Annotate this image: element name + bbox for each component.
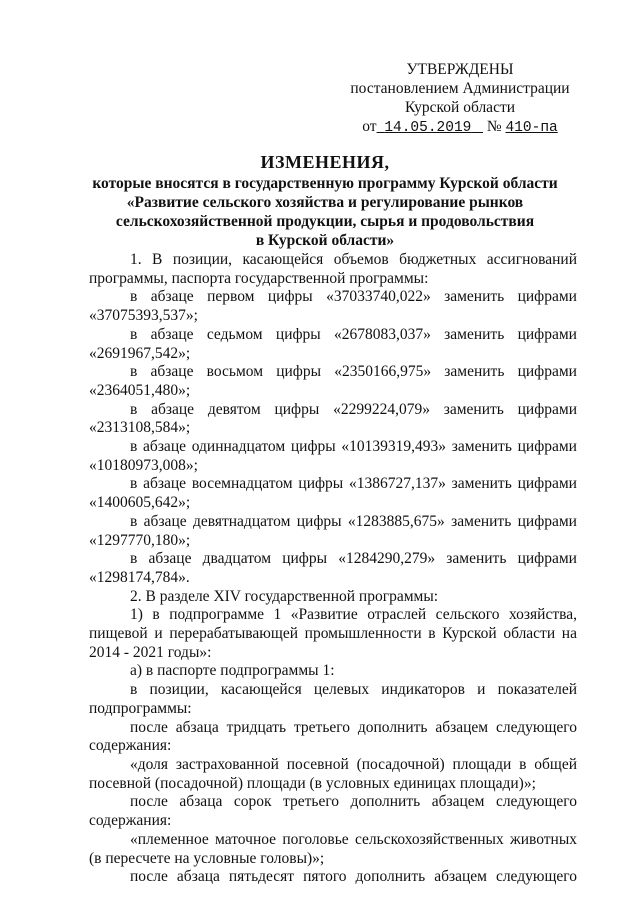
row-7-value: «1297770,180»; bbox=[89, 531, 191, 549]
row-word: заменить bbox=[444, 288, 505, 306]
number-label: № bbox=[486, 118, 502, 135]
row-word: заменить bbox=[443, 400, 504, 418]
row-word: заменить bbox=[451, 512, 512, 530]
approval-block bbox=[340, 60, 580, 138]
row-word: заменить bbox=[451, 475, 512, 493]
row-word: «37033740,022» bbox=[326, 288, 431, 306]
row-word: цифры bbox=[282, 550, 328, 568]
row-6 bbox=[89, 475, 577, 494]
row-word: абзаце bbox=[151, 400, 195, 418]
from-label: от bbox=[362, 118, 377, 135]
row-2-value: «2691967,542»; bbox=[89, 344, 191, 362]
document-body bbox=[89, 251, 577, 887]
heading-title: ИЗМЕНЕНИЯ, bbox=[260, 152, 390, 172]
row-word: абзаце bbox=[150, 288, 194, 306]
row-2 bbox=[89, 326, 577, 345]
approval-line-1: постановлением Администрации bbox=[350, 80, 570, 97]
row-8-value: «1298174,784». bbox=[89, 568, 190, 586]
row-word: заменить bbox=[451, 438, 512, 456]
row-word: «2299224,079» bbox=[333, 400, 430, 418]
paragraph-10: после абзаца пятьдесят пятого дополнить абзацем следующего bbox=[130, 868, 577, 886]
row-word: в bbox=[130, 325, 138, 343]
row-7 bbox=[89, 513, 577, 532]
row-word: цифры bbox=[267, 288, 313, 306]
row-word: девятнадцатом bbox=[192, 512, 291, 530]
row-word: абзаце bbox=[150, 325, 194, 343]
row-3-value: «2364051,480»; bbox=[89, 381, 191, 399]
row-word: «1284290,279» bbox=[338, 550, 436, 568]
row-word: цифрами bbox=[517, 512, 577, 530]
document-heading bbox=[60, 150, 590, 250]
row-word: «2678083,037» bbox=[334, 325, 431, 343]
row-5-value: «10180973,008»; bbox=[89, 456, 198, 474]
row-word: цифрами bbox=[517, 288, 577, 306]
row-word: в bbox=[130, 550, 138, 568]
row-word: цифры bbox=[274, 400, 320, 418]
approval-number: 410-па bbox=[505, 120, 558, 136]
row-word: цифрами bbox=[517, 550, 577, 568]
row-word: «1386727,137» bbox=[349, 475, 446, 493]
row-word: «10139319,493» bbox=[341, 438, 447, 456]
approval-date: 14.05.2019 bbox=[384, 120, 472, 136]
paragraph-5: в позиции, касающейся целевых индикаторов и показателей подпрограммы: bbox=[89, 681, 577, 717]
paragraph-3: 1) в подпрограмме 1 «Развитие отраслей сельского хозяйства, пищевой и перерабатывающей промышленности в Курской области на 2014 - 2021 годы»: bbox=[89, 606, 577, 661]
row-word: цифры bbox=[298, 475, 344, 493]
row-word: девятом bbox=[207, 400, 261, 418]
heading-line-3: сельскохозяйственной продукции, сырья и продовольствия bbox=[115, 213, 535, 230]
paragraph-9: «племенное маточное поголовье сельскохозяйственных животных (в пересчете на условные головы)»; bbox=[89, 830, 577, 867]
row-5 bbox=[89, 438, 577, 457]
row-word: заменить bbox=[446, 550, 507, 568]
row-word: абзаце bbox=[143, 475, 187, 493]
row-word: восемнадцатом bbox=[191, 475, 293, 493]
row-word: цифрами bbox=[517, 400, 577, 418]
row-word: восьмом bbox=[206, 363, 264, 381]
row-3 bbox=[89, 363, 577, 382]
row-4-value: «2313108,584»; bbox=[89, 419, 191, 437]
row-1 bbox=[89, 288, 577, 307]
row-word: в bbox=[130, 288, 138, 306]
approval-date-line bbox=[340, 117, 580, 138]
row-word: цифры bbox=[290, 438, 336, 456]
row-4 bbox=[89, 401, 577, 420]
approval-line-2: Курской области bbox=[404, 99, 516, 116]
heading-line-4: в Курской области» bbox=[255, 232, 395, 249]
paragraph-7: «доля застрахованной посевной (посадочной) площади в общей посевной (посадочной) площади (в условных единицах площади)»; bbox=[89, 755, 577, 792]
row-word: двадцатом bbox=[202, 550, 272, 568]
row-word: цифрами bbox=[517, 363, 577, 381]
row-1-value: «37075393,537»; bbox=[89, 307, 198, 325]
row-word: цифры bbox=[296, 512, 342, 530]
row-word: цифрами bbox=[517, 325, 577, 343]
row-word: «1283885,675» bbox=[347, 512, 445, 530]
row-word: абзаце bbox=[150, 363, 194, 381]
row-word: абзаце bbox=[143, 438, 186, 456]
row-8 bbox=[89, 550, 577, 569]
row-word: заменить bbox=[444, 325, 505, 343]
row-6-value: «1400605,642»; bbox=[89, 494, 191, 512]
heading-line-1: которые вносятся в государственную программу Курской области bbox=[92, 175, 558, 192]
paragraph-4: а) в паспорте подпрограммы 1: bbox=[130, 662, 335, 680]
row-word: цифры bbox=[276, 363, 322, 381]
underline-gap bbox=[471, 118, 483, 135]
row-word: заменить bbox=[444, 363, 505, 381]
row-word: в bbox=[130, 512, 138, 530]
row-word: в bbox=[130, 363, 138, 381]
row-word: цифрами bbox=[517, 438, 577, 456]
row-word: цифры bbox=[275, 325, 321, 343]
row-word: седьмом bbox=[206, 325, 263, 343]
paragraph-8: после абзаца сорок третьего дополнить абзацем следующего содержания: bbox=[89, 793, 577, 830]
approval-title: УТВЕРЖДЕНЫ bbox=[406, 61, 514, 78]
heading-line-2: «Развитие сельского хозяйства и регулирование рынков bbox=[126, 194, 524, 211]
row-word: в bbox=[130, 438, 138, 456]
row-word: абзаце bbox=[148, 550, 192, 568]
paragraph-1: 1. В позиции, касающейся объемов бюджетных ассигнований программы, паспорта государственной программы: bbox=[89, 251, 577, 287]
row-word: в bbox=[130, 475, 138, 493]
row-word: одиннадцатом bbox=[191, 438, 286, 456]
paragraph-2: 2. В разделе XIV государственной программы: bbox=[130, 587, 439, 605]
row-word: цифрами bbox=[517, 475, 577, 493]
row-word: «2350166,975» bbox=[334, 363, 432, 381]
row-word: абзаце bbox=[143, 512, 187, 530]
row-word: в bbox=[130, 400, 138, 418]
paragraph-6: после абзаца тридцать третьего дополнить абзацем следующего содержания: bbox=[89, 718, 577, 755]
row-word: первом bbox=[207, 288, 255, 306]
